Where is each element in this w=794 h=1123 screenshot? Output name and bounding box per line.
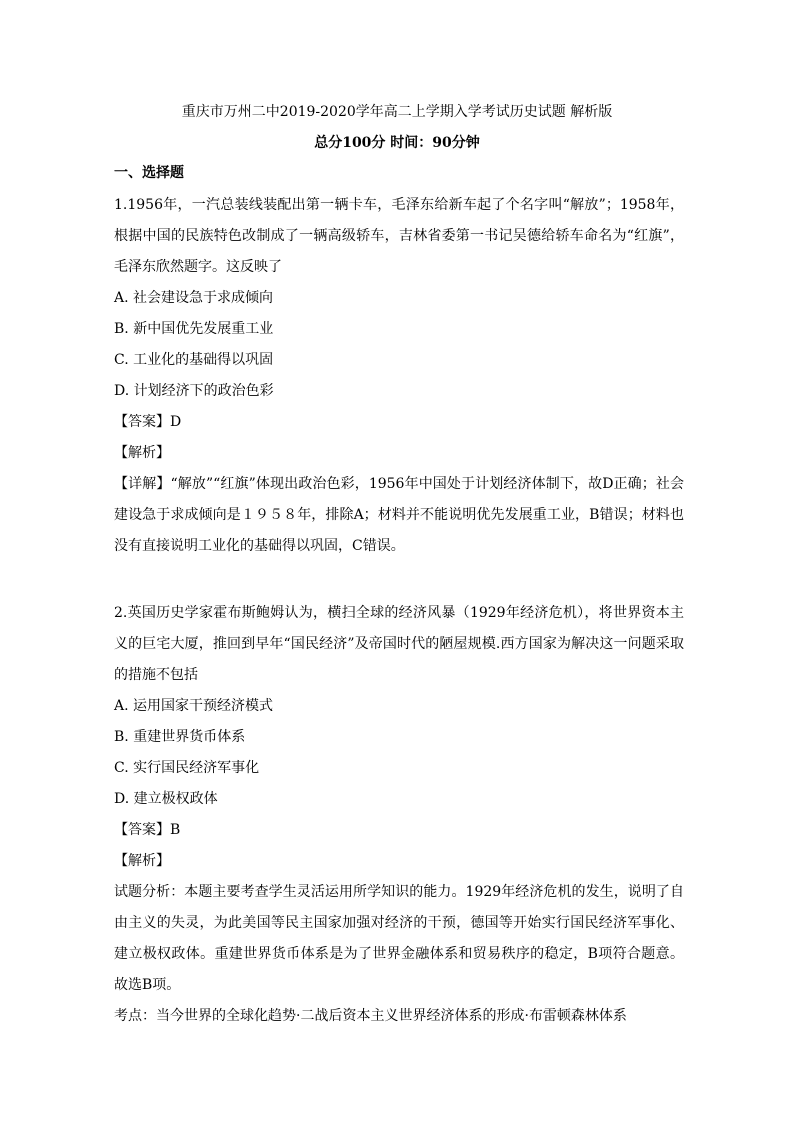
question-2-point: 考点：当今世界的全球化趋势·二战后资本主义世界经济体系的形成·布雷顿森林体系 [114,1008,627,1024]
question-1 [114,190,684,562]
question-2-analysis-text: 试题分析：本题主要考查学生灵活运用所学知识的能力。1929年经济危机的发生，说明了自由主义的失灵，为此美国等民主国家加强对经济的干预，德国等开始实行国民经济军事化、建立极权政体。重建世界货币体系是为了世界金融体系和贸易秩序的稳定，B项符合题意。故选B项。 [114,884,684,993]
question-1-stem: 1.1956年，一汽总装线装配出第一辆卡车，毛泽东给新车起了个名字叫“解放”；1958年，根据中国的民族特色改制成了一辆高级轿车，吉林省委第一书记吴德给轿车命名为“红旗”，毛泽东欣然题字。这反映了 [114,197,684,275]
question-1-option-d: D. 计划经济下的政治色彩 [114,383,274,399]
question-1-option-c: C. 工业化的基础得以巩固 [114,352,274,368]
question-2-analysis-label: 【解析】 [114,853,170,869]
question-2-stem: 2.英国历史学家霍布斯鲍姆认为，横扫全球的经济风暴（1929年经济危机），将世界资本主义的巨宅大厦，推回到早年“国民经济”及帝国时代的陋屋规模.西方国家为解决这一问题采取的措施不包括 [114,605,684,683]
question-1-analysis-text: 【详解】“解放”“红旗”体现出政治色彩，1956年中国处于计划经济体制下，故D正确；社会建设急于求成倾向是１９５８年，排除A；材料并不能说明优先发展重工业，B错误；材料也没有直接说明工业化的基础得以巩固，C错误。 [114,476,684,554]
question-1-answer: 【答案】D [114,414,182,430]
document-title: 重庆市万州二中2019-2020学年高二上学期入学考试历史试题 解析版 [181,104,613,120]
question-2-option-b: B. 重建世界货币体系 [114,729,246,745]
section-title: 一、选择题 [114,165,184,181]
question-1-option-a: A. 社会建设急于求成倾向 [114,290,274,306]
question-2-option-a: A. 运用国家干预经济模式 [114,698,274,714]
question-2-option-c: C. 实行国民经济军事化 [114,760,260,776]
document-subtitle: 总分100分 时间：90分钟 [314,135,480,151]
question-2-answer: 【答案】B [114,822,181,838]
question-1-option-b: B. 新中国优先发展重工业 [114,321,274,337]
question-1-analysis-label: 【解析】 [114,445,170,461]
question-2-option-d: D. 建立极权政体 [114,791,218,807]
question-2 [114,598,684,1032]
